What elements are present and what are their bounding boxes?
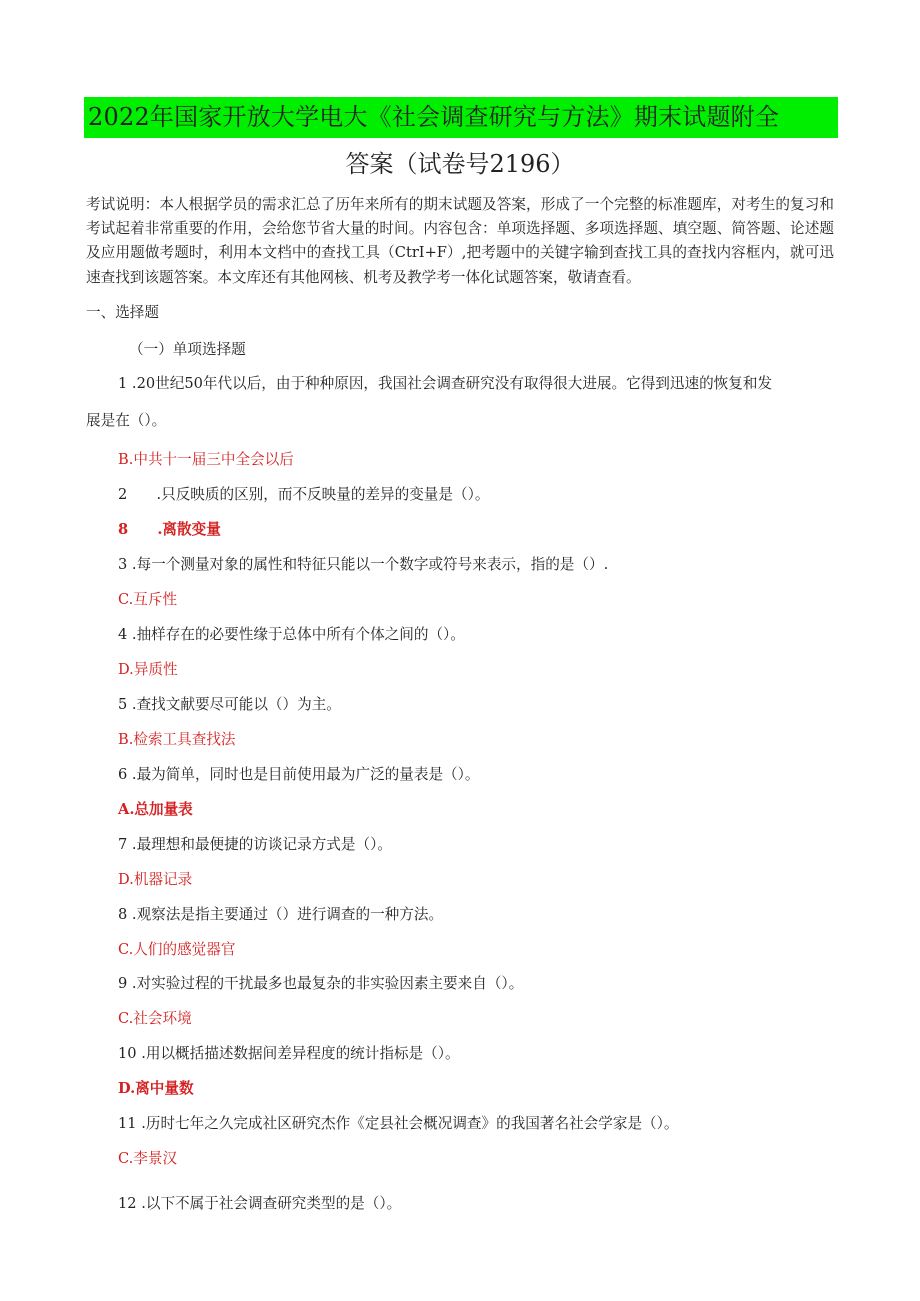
answer-text: D.离中量数 <box>118 1080 194 1097</box>
answer-text: B.中共十一届三中全会以后 <box>118 451 294 468</box>
question-text: 10 .用以概括描述数据间差异程度的统计指标是（）。 <box>118 1045 460 1062</box>
answer-text: C.互斥性 <box>118 591 178 608</box>
question-text: 9 .对实验过程的干扰最多也最复杂的非实验因素主要来自（）。 <box>118 975 524 992</box>
question-text: 3 .每一个测量对象的属性和特征只能以一个数字或符号来表示，指的是（）. <box>118 556 609 573</box>
answer-text: C.李景汉 <box>118 1150 178 1167</box>
answer-text: A.总加量表 <box>118 801 193 818</box>
document-title-continued: 答案（试卷号2196） <box>345 150 575 178</box>
answer-text: D.异质性 <box>118 661 178 678</box>
question-text: 7 .最理想和最便捷的访谈记录方式是（）。 <box>118 836 392 853</box>
question-text-continued: 展是在（）。 <box>86 412 167 429</box>
question-text: 4 .抽样存在的必要性缘于总体中所有个体之间的（）。 <box>118 626 465 643</box>
exam-instructions: 考试说明：本人根据学员的需求汇总了历年来所有的期末试题及答案，形成了一个完整的标准题库，对考生的复习和考试起着非常重要的作用，会给您节省大量的时间。内容包含：单项选择题、多项选择题、填空题、简答题、论述题及应用题做考题时，利用本文档中的查找工具（CtrI+F）,把考题中的关键字输到查找工具的查找内容框内，就可迅速查找到该题答案。本文库还有其他网核、机考及教学考一体化试题答案，敬请查看。 <box>86 196 834 286</box>
answer-text: C.人们的感觉器官 <box>118 941 236 958</box>
question-text: 2 .只反映质的区别，而不反映量的差异的变量是（）。 <box>118 486 490 503</box>
section-heading: 一、选择题 <box>86 304 159 321</box>
question-text: 11 .历时七年之久完成社区研究杰作《定县社会概况调查》的我国著名社会学家是（）。 <box>118 1115 679 1132</box>
document-title: 2022年国家开放大学电大《社会调查研究与方法》期末试题附全 <box>88 103 780 131</box>
answer-text: B.检索工具查找法 <box>118 731 236 748</box>
question-text: 8 .观察法是指主要通过（）进行调查的一种方法。 <box>118 906 444 923</box>
subsection-heading: （一）单项选择题 <box>129 341 246 358</box>
answer-text: 8 .离散变量 <box>118 521 221 538</box>
question-text: 1 .20世纪50年代以后，由于种种原因，我国社会调查研究没有取得很大进展。它得到迅速的恢复和发 <box>118 375 773 392</box>
answer-text: D.机器记录 <box>118 871 193 888</box>
question-text: 5 .查找文献要尽可能以（）为主。 <box>118 696 341 713</box>
question-text: 12 .以下不属于社会调查研究类型的是（）。 <box>118 1195 402 1212</box>
answer-text: C.社会环境 <box>118 1010 192 1027</box>
question-text: 6 .最为简单，同时也是目前使用最为广泛的量表是（）。 <box>118 766 480 783</box>
